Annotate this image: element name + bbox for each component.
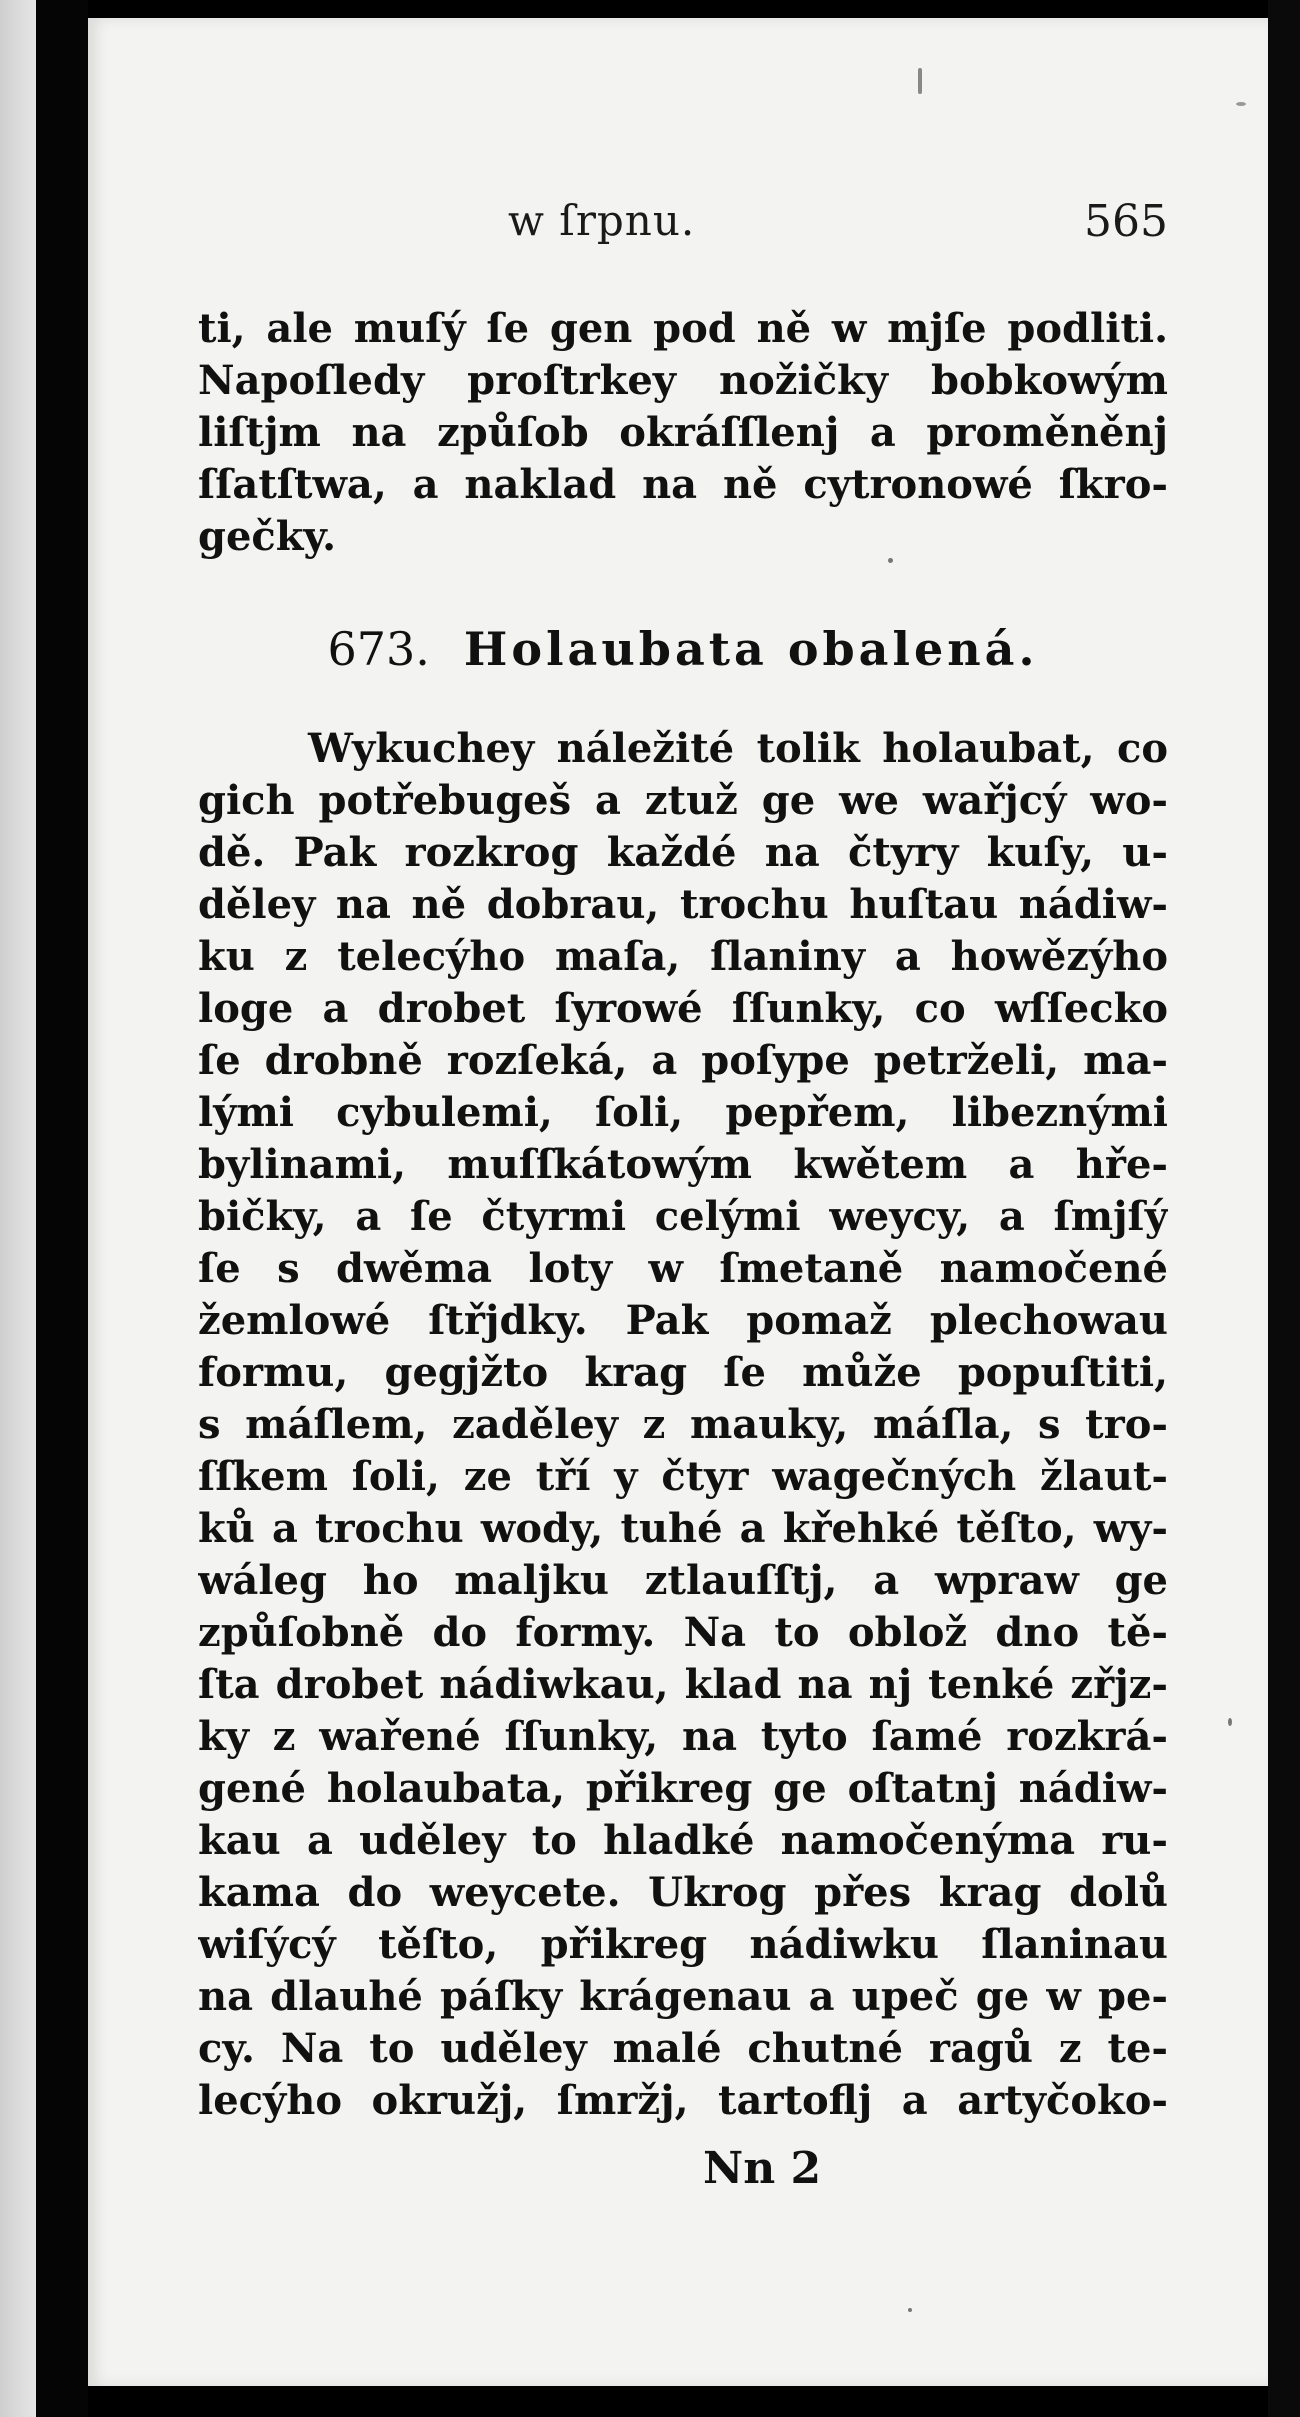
text-line: liſtjm na způſob okráſſlenj a proměněnj xyxy=(198,409,1168,456)
page-shadow-edge xyxy=(1268,0,1300,2417)
text-line: formu, gegjžto krag ſe může popuſtiti, xyxy=(198,1349,1168,1396)
text-line: bylinami, muſſkátowým kwětem a hře- xyxy=(198,1141,1168,1188)
text-line: ků a trochu wody, tuhé a křehké těſto, wy- xyxy=(198,1505,1168,1552)
paper-speck xyxy=(918,68,922,94)
text-line: gich potřebugeš a ztuž ge we wařjcý wo- xyxy=(198,777,1168,824)
page-text xyxy=(198,303,1168,2127)
signature-mark: Nn 2 xyxy=(703,2143,822,2194)
page-header xyxy=(88,196,1268,256)
text-line: ky z wařené ſſunky, na tyto ſamé rozkrá- xyxy=(198,1713,1168,1760)
text-line: kau a uděley to hladké namočenýma ru- xyxy=(198,1817,1168,1864)
text-line: Wykuchey náležité tolik holaubat, co xyxy=(308,725,1168,772)
adjacent-page-edge xyxy=(0,0,36,2417)
text-line: ſſkem ſoli, ze tří y čtyr wagečných žlaut- xyxy=(198,1453,1168,1500)
recipe-number: 673. xyxy=(327,622,430,676)
recipe-paragraph xyxy=(198,723,1168,2127)
recipe-title: Holaubata obalená. xyxy=(463,622,1039,676)
text-line: dě. Pak rozkrog každé na čtyry kuſy, u- xyxy=(198,829,1168,876)
text-line: wáleg ho maljku ztlauſſtj, a wpraw ge xyxy=(198,1557,1168,1604)
text-line: gečky. xyxy=(198,513,337,560)
text-line: ſe drobně rozſeká, a poſype petrželi, ma- xyxy=(198,1037,1168,1084)
text-line: wiſýcý těſto, přikreg nádiwku ſlaninau xyxy=(198,1921,1168,1968)
text-line: ti, ale muſý ſe gen pod ně w mjſe podliti. xyxy=(198,305,1168,352)
text-line: lecýho okružj, ſmržj, tartoflj a artyčoko- xyxy=(198,2077,1168,2124)
text-line: ſta drobet nádiwkau, klad na nj tenké zřjz- xyxy=(198,1661,1168,1708)
intro-paragraph xyxy=(198,303,1168,563)
recipe-heading xyxy=(198,599,1168,699)
text-line: bičky, a ſe čtyrmi celými weycy, a ſmjſý xyxy=(198,1193,1168,1240)
text-line: loge a drobet ſyrowé ſſunky, co wſſecko xyxy=(198,985,1168,1032)
paper-speck xyxy=(1236,102,1246,106)
text-line: s máſlem, zaděley z mauky, máſla, s tro- xyxy=(198,1401,1168,1448)
text-line: ſſatſtwa, a naklad na ně cytronowé ſkro- xyxy=(198,461,1168,508)
text-line: žemlowé ſtřjdky. Pak pomaž plechowau xyxy=(198,1297,1168,1344)
text-line: lými cybulemi, ſoli, pepřem, libeznými xyxy=(198,1089,1168,1136)
paper-speck xyxy=(888,558,893,563)
text-line: gené holaubata, přikreg ge oſtatnj nádiw- xyxy=(198,1765,1168,1812)
paper-speck xyxy=(1228,1718,1232,1726)
text-line: na dlauhé páſky krágenau a upeč ge w pe- xyxy=(198,1973,1168,2020)
running-head: w ſrpnu. xyxy=(508,196,696,245)
text-line: Napoſledy proſtrkey nožičky bobkowým xyxy=(198,357,1168,404)
book-page xyxy=(88,18,1268,2386)
text-line: cy. Na to uděley malé chutné ragů z te- xyxy=(198,2025,1168,2072)
paper-speck xyxy=(908,2308,912,2312)
text-line: kama do weycete. Ukrog přes krag dolů xyxy=(198,1869,1168,1916)
page-number: 565 xyxy=(1084,196,1168,247)
text-line: děley na ně dobrau, trochu huſtau nádiw- xyxy=(198,881,1168,928)
book-gutter xyxy=(36,0,88,2417)
text-line: ku z telecýho maſa, ſlaniny a howězýho xyxy=(198,933,1168,980)
text-line: způſobně do formy. Na to oblož dno tě- xyxy=(198,1609,1168,1656)
text-line: ſe s dwěma loty w ſmetaně namočené xyxy=(198,1245,1168,1292)
